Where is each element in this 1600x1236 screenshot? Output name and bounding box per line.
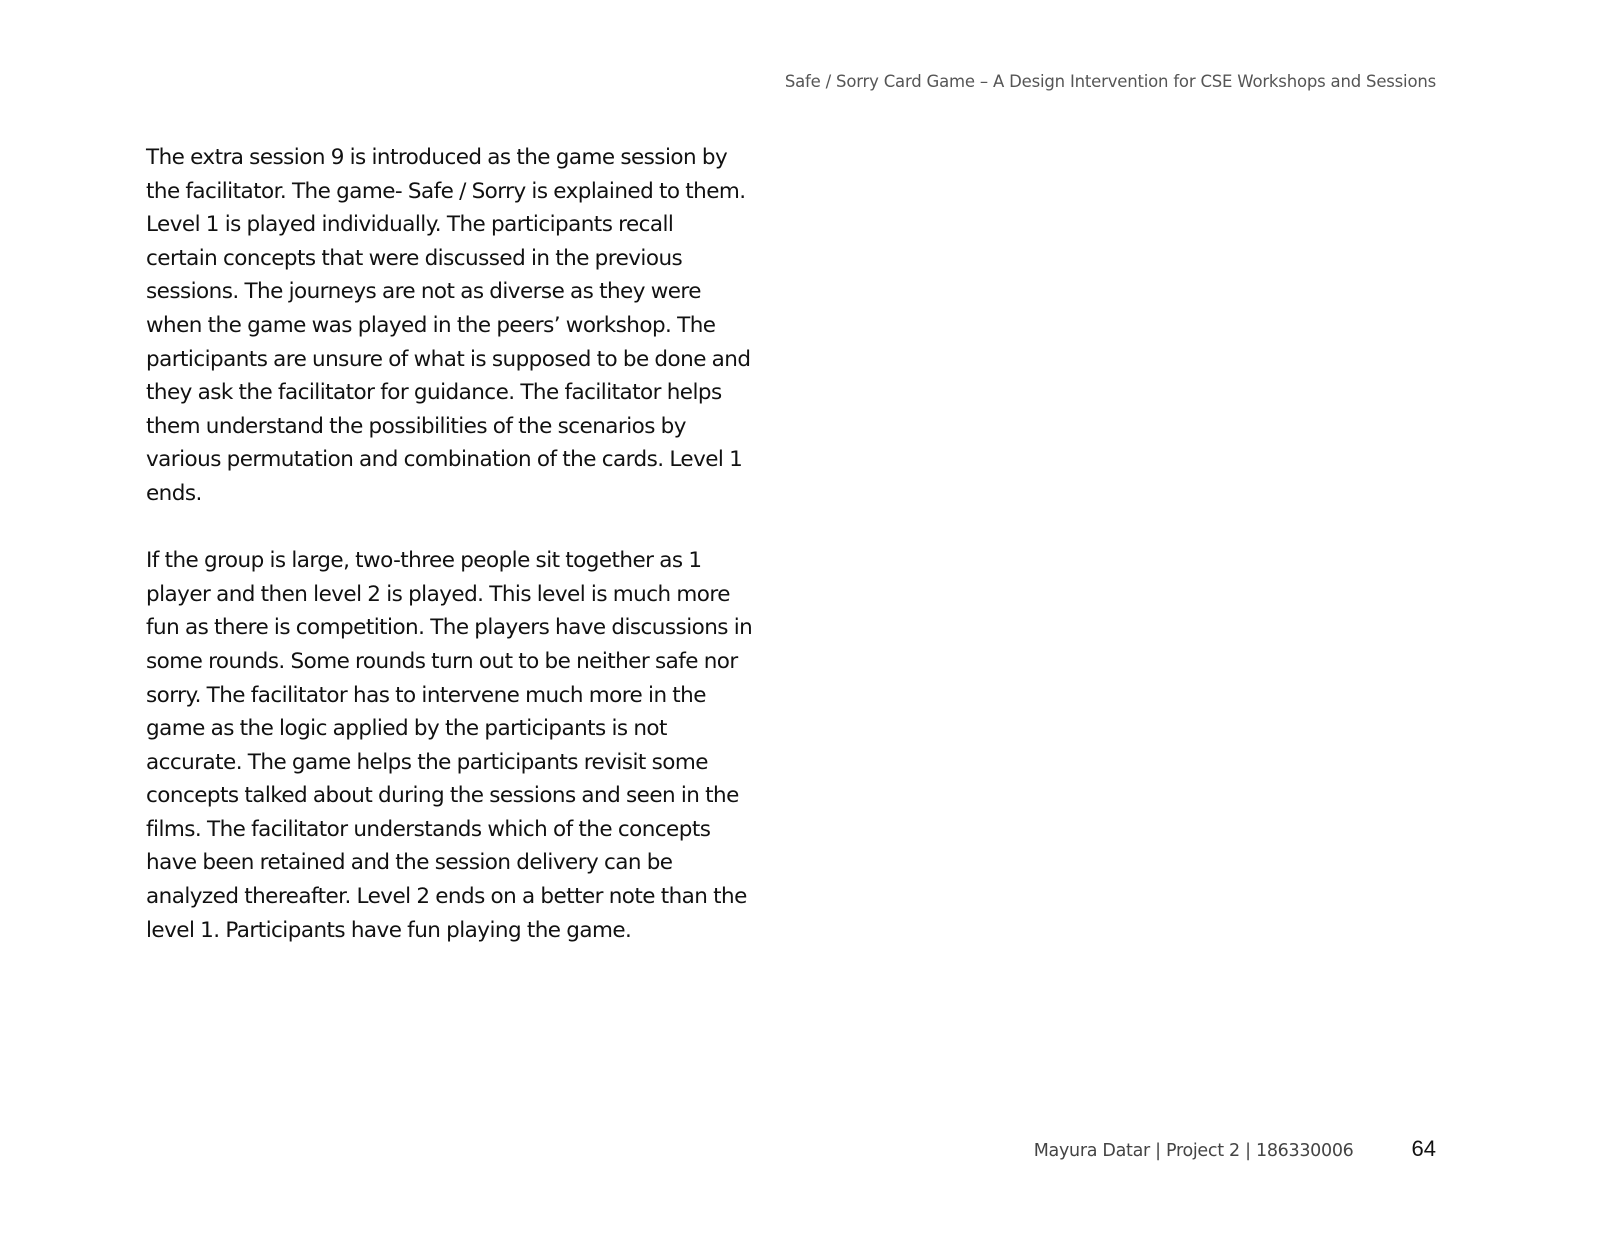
text-line: sorry. The facilitator has to intervene much more in the [146, 682, 706, 708]
text-line: concepts talked about during the sessions and seen in the [146, 783, 739, 809]
text-line: level 1. Participants have fun playing the game. [146, 917, 632, 943]
text-line: The extra session 9 is introduced as the game session by [146, 145, 728, 170]
footer-credit: Mayura Datar | Project 2 | 186330006 [1033, 1141, 1354, 1161]
text-line: have been retained and the session delivery can be [146, 850, 673, 876]
text-line: when the game was played in the peers’ workshop. The [146, 312, 716, 338]
running-header-title: Safe / Sorry Card Game – A Design Intervention for CSE Workshops and Sessions [784, 72, 1436, 91]
page-footer [1034, 1136, 1436, 1162]
body-text-column [146, 141, 786, 947]
text-line: certain concepts that were discussed in the previous [146, 245, 683, 271]
text-line: accurate. The game helps the participants revisit some [146, 749, 708, 775]
text-line: the facilitator. The game- Safe / Sorry is explained to them. [146, 178, 746, 204]
text-line: fun as there is competition. The players have discussions in [146, 615, 753, 641]
text-line: various permutation and combination of the cards. Level 1 [146, 447, 743, 473]
text-line: If the group is large, two-three people sit together as 1 [146, 548, 702, 574]
text-line: they ask the facilitator for guidance. The facilitator helps [146, 380, 722, 406]
text-line: them understand the possibilities of the scenarios by [146, 413, 686, 439]
paragraph-level-1 [146, 141, 786, 511]
text-line: player and then level 2 is played. This level is much more [146, 581, 730, 607]
text-line: Level 1 is played individually. The participants recall [146, 212, 674, 238]
text-line: films. The facilitator understands which of the concepts [146, 816, 711, 842]
text-line: sessions. The journeys are not as diverse as they were [146, 279, 701, 305]
text-line: participants are unsure of what is supposed to be done and [146, 346, 751, 372]
text-line: analyzed thereafter. Level 2 ends on a better note than the [146, 884, 747, 910]
paragraph-level-2 [146, 544, 786, 947]
page-number: 64 [1411, 1136, 1436, 1161]
text-line: some rounds. Some rounds turn out to be neither safe nor [146, 648, 738, 674]
text-line: game as the logic applied by the participants is not [146, 716, 667, 742]
text-line: ends. [146, 480, 202, 506]
